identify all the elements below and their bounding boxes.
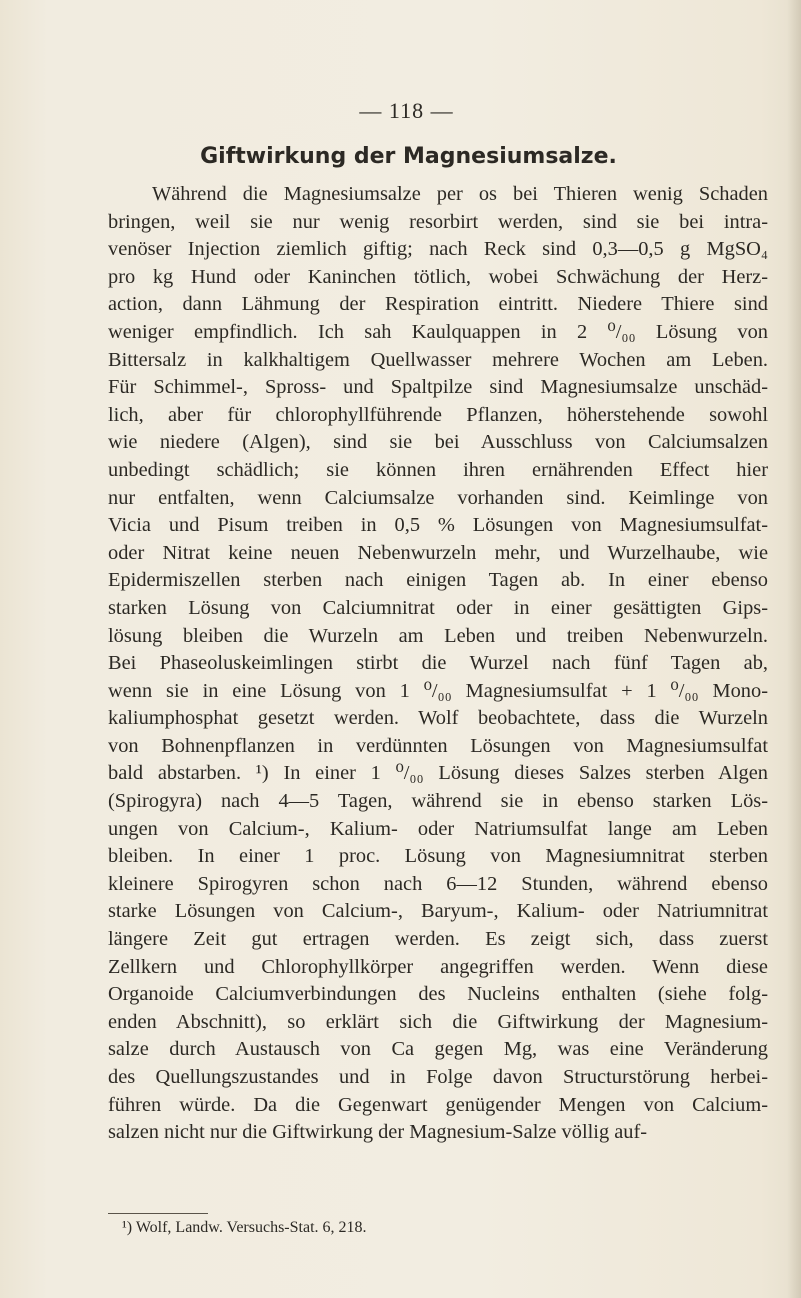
text-line: Vicia und Pisum treiben in 0,5 % Lösungen von Magnesiumsulfat- xyxy=(108,514,768,537)
text-line: führen würde. Da die Gegenwart genügender Mengen von Calcium- xyxy=(108,1093,768,1116)
text-line: kleinere Spirogyren schon nach 6—12 Stunden, während ebenso xyxy=(108,872,768,895)
body-paragraph xyxy=(108,181,768,1147)
text-line: venöser Injection ziemlich giftig; nach Reck sind 0,3—0,5 g MgSO₄ xyxy=(108,238,768,261)
text-line: Für Schimmel-, Spross- und Spaltpilze sind Magnesiumsalze unschäd- xyxy=(108,376,768,399)
text-line: Bei Phaseoluskeimlingen stirbt die Wurzel nach fünf Tagen ab, xyxy=(108,652,768,675)
text-line: weniger empfindlich. Ich sah Kaulquappen in 2 ⁰/₀₀ Lösung von xyxy=(108,320,768,343)
text-line: Epidermiszellen sterben nach einigen Tagen ab. In einer ebenso xyxy=(108,569,768,592)
text-line: unbedingt schädlich; sie können ihren ernährenden Effect hier xyxy=(108,458,768,481)
text-line: pro kg Hund oder Kaninchen tötlich, wobei Schwächung der Herz- xyxy=(108,265,768,288)
text-line: lich, aber für chlorophyllführende Pflanzen, höherstehende sowohl xyxy=(108,403,768,426)
text-line: oder Nitrat keine neuen Nebenwurzeln mehr, und Wurzelhaube, wie xyxy=(108,541,768,564)
page-number: — 118 — xyxy=(359,98,454,123)
text-line: salzen nicht nur die Giftwirkung der Magnesium-Salze völlig auf- xyxy=(108,1121,648,1144)
text-line: starke Lösungen von Calcium-, Baryum-, Kalium- oder Natriumnitrat xyxy=(108,900,768,923)
text-line: von Bohnenpflanzen in verdünnten Lösungen von Magnesiumsulfat xyxy=(108,734,768,757)
footnote: ¹) Wolf, Landw. Versuchs-Stat. 6, 218. xyxy=(122,1219,367,1236)
text-line: Bittersalz in kalkhaltigem Quellwasser mehrere Wochen am Leben. xyxy=(108,348,768,371)
text-line: kaliumphosphat gesetzt werden. Wolf beobachtete, dass die Wurzeln xyxy=(108,707,768,730)
text-line: längere Zeit gut ertragen werden. Es zeigt sich, dass zuerst xyxy=(108,928,768,951)
text-line: action, dann Lähmung der Respiration eintritt. Niedere Thiere sind xyxy=(108,293,768,316)
text-line: starken Lösung von Calciumnitrat oder in einer gesättigten Gips- xyxy=(108,596,768,619)
text-line: lösung bleiben die Wurzeln am Leben und treiben Nebenwurzeln. xyxy=(108,624,768,647)
text-line: Zellkern und Chlorophyllkörper angegriffen werden. Wenn diese xyxy=(108,955,768,978)
text-line: (Spirogyra) nach 4—5 Tagen, während sie in ebenso starken Lös- xyxy=(108,790,768,813)
text-line: nur entfalten, wenn Calciumsalze vorhanden sind. Keimlinge von xyxy=(108,486,768,509)
text-line: enden Abschnitt), so erklärt sich die Giftwirkung der Magnesium- xyxy=(108,1010,768,1033)
text-line: bald abstarben. ¹) In einer 1 ⁰/₀₀ Lösung dieses Salzes sterben Algen xyxy=(108,762,768,785)
section-heading: Giftwirkung der Magnesiumsalze. xyxy=(200,144,617,169)
text-line: des Quellungszustandes und in Folge davon Structurstörung herbei- xyxy=(108,1066,768,1088)
page-edge-shadow xyxy=(787,0,801,1298)
text-line: bleiben. In einer 1 proc. Lösung von Magnesiumnitrat sterben xyxy=(108,845,768,868)
text-line: wie niedere (Algen), sind sie bei Ausschluss von Calciumsalzen xyxy=(108,431,768,454)
text-line: bringen, weil sie nur wenig resorbirt werden, sind sie bei intra- xyxy=(108,210,768,233)
text-line: ungen von Calcium-, Kalium- oder Natriumsulfat lange am Leben xyxy=(108,817,768,840)
text-line: Organoide Calciumverbindungen des Nucleins enthalten (siehe folg- xyxy=(108,983,768,1006)
text-line: wenn sie in eine Lösung von 1 ⁰/₀₀ Magnesiumsulfat + 1 ⁰/₀₀ Mono- xyxy=(108,679,768,702)
text-line: Während die Magnesiumsalze per os bei Thieren wenig Schaden xyxy=(152,183,768,205)
footnote-divider xyxy=(108,1213,208,1214)
text-line: salze durch Austausch von Ca gegen Mg, was eine Veränderung xyxy=(108,1038,768,1061)
